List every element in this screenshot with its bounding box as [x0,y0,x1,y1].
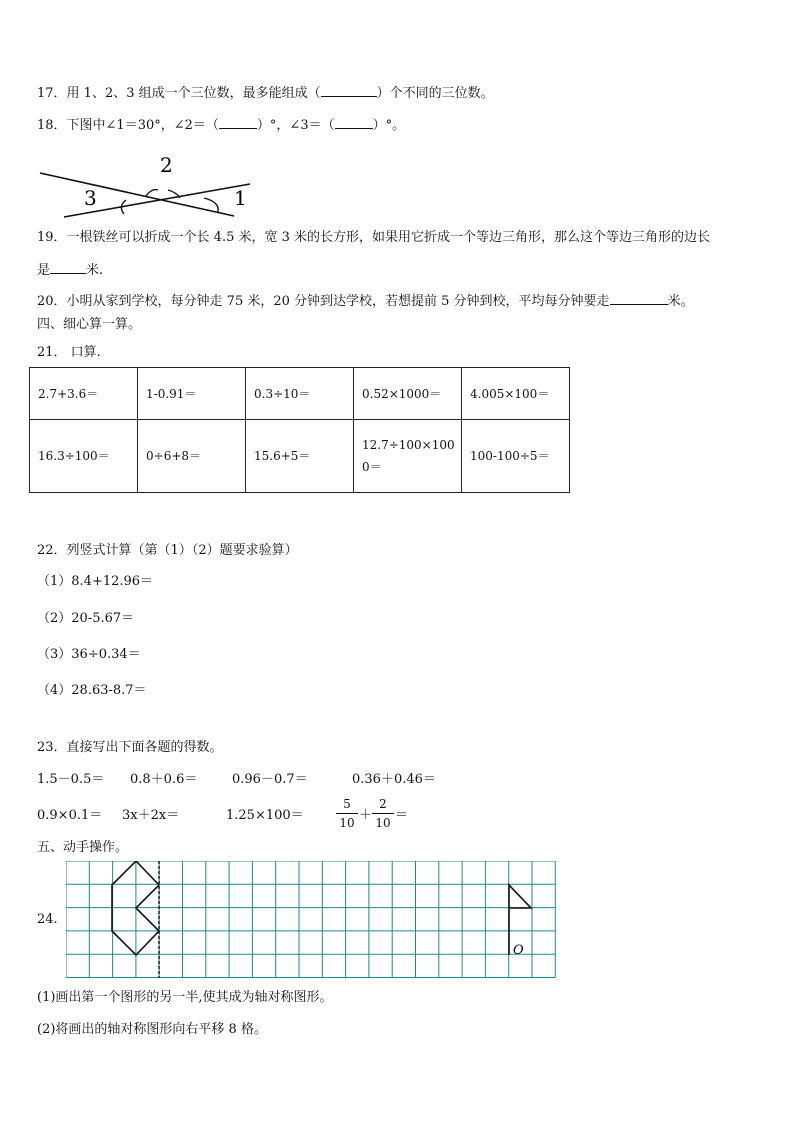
table-cell: 15.6+5＝ [246,420,354,493]
table-cell: 2.7+3.6＝ [30,368,138,420]
angle-figure [34,150,254,222]
table-cell: 4.005×100＝ [462,368,570,420]
q17-text: 17．用 1、2、3 组成一个三位数，最多能组成（ [37,86,321,101]
q19-blank[interactable] [50,261,86,274]
q18-blank-angle2[interactable] [219,116,257,129]
q19-text-a: 是 [37,263,51,278]
table-cell: 0.3÷10＝ [246,368,354,420]
section-4-heading: 四、细心算一算。 [37,317,142,332]
q19-text-b: 米. [86,263,104,278]
fraction-numerator: 5 [343,797,351,811]
q23-r1-c2: 0.8＋0.6＝ [130,772,198,787]
q22-item-3: （3）36÷0.34＝ [37,647,141,662]
grid-lines [66,861,555,978]
q24-number: 24. [37,912,58,927]
fraction-plus: ＋ [359,808,373,823]
q23-r1-c1: 1.5－0.5＝ [37,772,105,787]
q20-text: 20．小明从家到学校，每分钟走 75 米，20 分钟到达学校，若想提前 5 分钟到校，平均每分钟要走 [37,294,610,309]
q23-r2-c3: 1.25×100＝ [226,808,304,823]
table-cell: 16.3÷100＝ [30,420,138,493]
angle1-label: 1 [234,186,247,210]
q20-line [37,292,694,310]
section-5-heading: 五、动手操作。 [37,840,129,855]
fraction-denominator: 10 [339,816,355,830]
q22-title: 22．列竖式计算（第（1）（2）题要求验算） [37,543,298,558]
table-row [30,420,570,493]
q20-blank[interactable] [610,292,668,305]
q18-blank-angle3[interactable] [335,116,373,129]
drawing-grid[interactable] [66,861,558,981]
q23-r2-c1: 0.9×0.1＝ [37,808,103,823]
q23-r2-c2: 3x＋2x＝ [122,808,180,823]
fraction-denominator: 10 [375,816,391,830]
q24-instruction-2: (2)将画出的轴对称图形向右平移 8 格。 [37,1022,267,1037]
q22-item-1: （1）8.4+12.96＝ [37,574,154,589]
q17-blank[interactable] [321,84,377,97]
table-cell: 100-100÷5＝ [462,420,570,493]
q23-r1-c4: 0.36＋0.46＝ [352,772,436,787]
q23-title: 23．直接写出下面各题的得数。 [37,740,223,755]
fraction-equals: ＝ [395,808,409,823]
table-cell: 0.52×1000＝ [354,368,462,420]
line-one [40,173,234,216]
angle3-label: 3 [84,186,97,210]
fraction-5-10 [336,797,358,830]
table-cell: 0÷6+8＝ [138,420,246,493]
q22-item-2: （2）20-5.67＝ [37,611,135,626]
table-row [30,368,570,420]
fraction-2-10 [372,797,394,830]
oral-calc-table [29,367,570,493]
q18-text-c: ）°。 [372,118,406,133]
q23-r1-c3: 0.96－0.7＝ [232,772,308,787]
q21-title: 21． 口算. [37,345,101,360]
q17-tail: ）个不同的三位数。 [376,86,494,101]
fraction-numerator: 2 [379,797,387,811]
table-cell: 12.7÷100×1000＝ [354,420,462,493]
table-cell: 1-0.91＝ [138,368,246,420]
q18-line [37,116,405,134]
q17-line [37,84,494,102]
angle2-label: 2 [160,153,173,177]
q18-text-a: 18．下图中∠1＝30°，∠2＝（ [37,118,219,133]
q19-line2 [37,261,103,279]
q24-instruction-1: (1)画出第一个图形的另一半,使其成为轴对称图形。 [37,990,333,1005]
q22-item-4: （4）28.63-8.7＝ [37,683,147,698]
q20-tail: 米。 [667,294,694,309]
q18-text-b: ）°，∠3＝（ [256,118,335,133]
point-o-label: O [513,943,524,958]
q19-line1: 19．一根铁丝可以折成一个长 4.5 米，宽 3 米的长方形，如果用它折成一个等边三角形，那么这个等边三角形的边长 [37,230,711,245]
